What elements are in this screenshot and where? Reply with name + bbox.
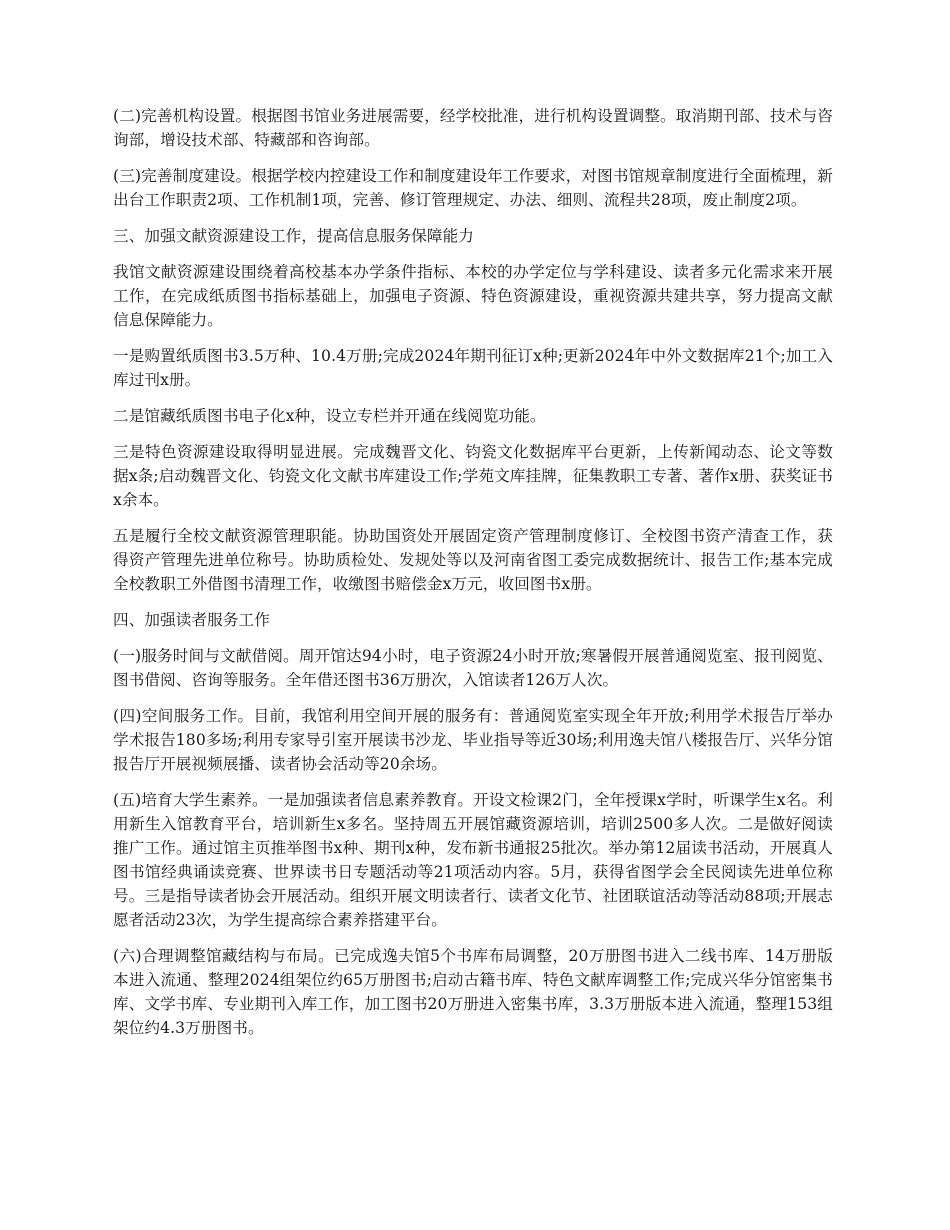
paragraph-institution-setup: (二)完善机构设置。根据图书馆业务进展需要，经学校批准，进行机构设置调整。取消期刊部、技术与咨询部，增设技术部、特藏部和咨询部。 [113, 107, 833, 149]
section-heading-reader-service: 四、加强读者服务工作 [113, 611, 270, 629]
paragraph-digitization: 二是馆藏纸质图书电子化x种，设立专栏并开通在线阅览功能。 [113, 407, 546, 425]
paragraph-collection-layout: (六)合理调整馆藏结构与布局。已完成逸夫馆5个书库布局调整，20万册图书进入二线书库、14万册版本进入流通、整理2024组架位约65万册图书;启动古籍书库、特色文献库调整工作;完成兴华分馆密集书库、文学书库、专业期刊入库工作，加工图书20万册进入密集书库，3.3万册版本进入流通，整理153组架位约4.3万册图书。 [113, 947, 833, 1037]
paragraph-space-service: (四)空间服务工作。目前，我馆利用空间开展的服务有：普通阅览室实现全年开放;利用学术报告厅举办学术报告180多场;利用专家导引室开展读书沙龙、毕业指导等近30场;利用逸夫馆八楼报告厅、兴华分馆报告厅开展视频展播、读者协会活动等20余场。 [113, 707, 833, 773]
paragraph-purchase-books: 一是购置纸质图书3.5万种、10.4万册;完成2024年期刊征订x种;更新2024年中外文数据库21个;加工入库过刊x册。 [113, 347, 833, 389]
paragraph-special-resources: 三是特色资源建设取得明显进展。完成魏晋文化、钧瓷文化数据库平台更新，上传新闻动态、论文等数据x条;启动魏晋文化、钧瓷文化文献书库建设工作;学苑文库挂牌，征集教职工专著、著作x册、获奖证书x余本。 [113, 443, 833, 509]
paragraph-service-hours: (一)服务时间与文献借阅。周开馆达94小时，电子资源24小时开放;寒暑假开展普通阅览室、报刊阅览、图书借阅、咨询等服务。全年借还图书36万册次，入馆读者126万人次。 [113, 647, 833, 689]
section-heading-resources: 三、加强文献资源建设工作，提高信息服务保障能力 [113, 227, 474, 245]
paragraph-resources-intro: 我馆文献资源建设围绕着高校基本办学条件指标、本校的办学定位与学科建设、读者多元化需求来开展工作，在完成纸质图书指标基础上，加强电子资源、特色资源建设，重视资源共建共享，努力提高文献信息保障能力。 [113, 263, 833, 329]
paragraph-resource-management: 五是履行全校文献资源管理职能。协助国资处开展固定资产管理制度修订、全校图书资产清查工作，获得资产管理先进单位称号。协助质检处、发规处等以及河南省图工委完成数据统计、报告工作;基本完成全校教职工外借图书清理工作，收缴图书赔偿金x万元，收回图书x册。 [113, 527, 833, 593]
document-body [113, 104, 833, 1052]
paragraph-student-literacy: (五)培育大学生素养。一是加强读者信息素养教育。开设文检课2门，全年授课x学时，听课学生x名。利用新生入馆教育平台，培训新生x多名。坚持周五开展馆藏资源培训，培训2500多人次。二是做好阅读推广工作。通过馆主页推举图书x种、期刊x种，发布新书通报25批次。举办第12届读书活动，开展真人图书馆经典诵读竞赛、世界读书日专题活动等21项活动内容。5月，获得省图学会全民阅读先进单位称号。三是指导读者协会开展活动。组织开展文明读者行、读者文化节、社团联谊活动等活动88项;开展志愿者活动23次，为学生提高综合素养搭建平台。 [113, 791, 833, 929]
paragraph-system-building: (三)完善制度建设。根据学校内控建设工作和制度建设年工作要求，对图书馆规章制度进行全面梳理，新出台工作职责2项、工作机制1项，完善、修订管理规定、办法、细则、流程共28项，废止制度2项。 [113, 167, 833, 209]
